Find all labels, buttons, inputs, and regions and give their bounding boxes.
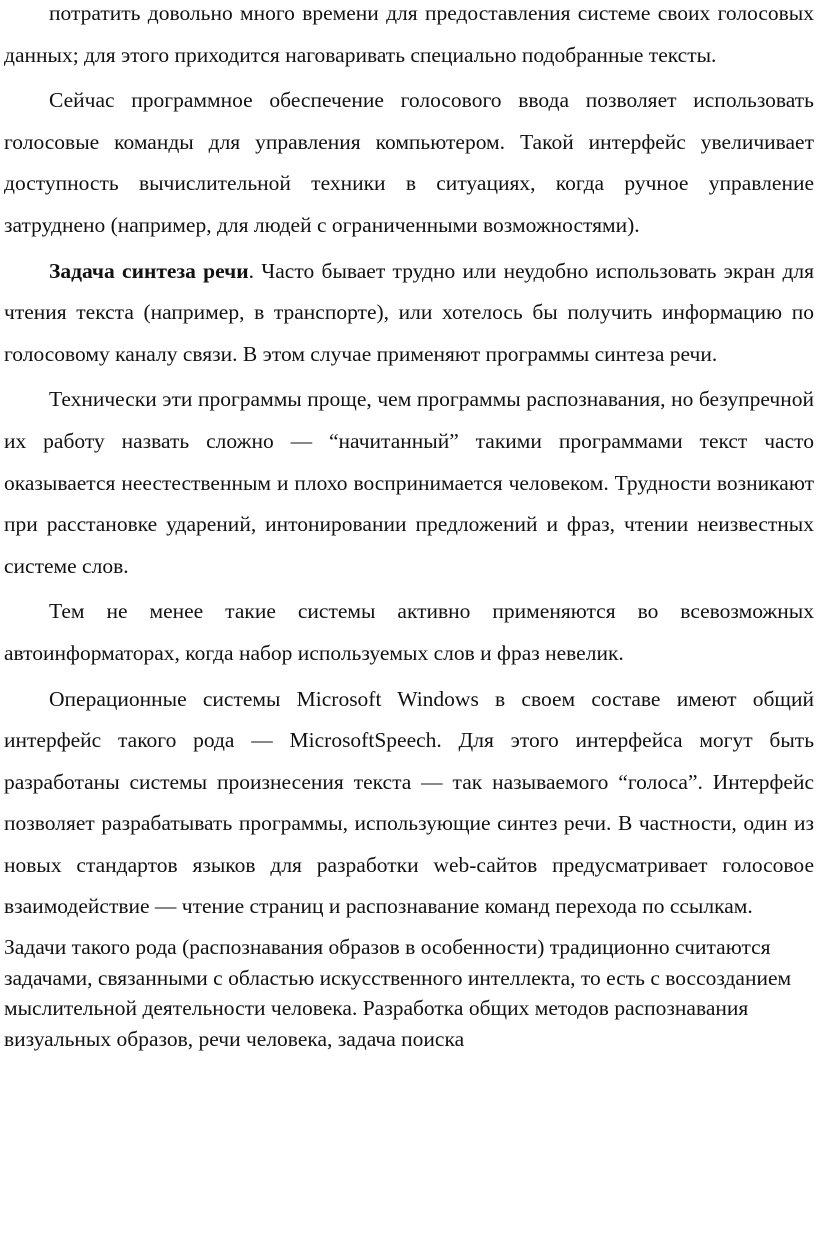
- speech-synthesis-heading: Задача синтеза речи: [49, 258, 249, 283]
- paragraph-artificial-intelligence-text: Задачи такого рода (распознавания образов в особенности) традиционно считаются задачами, связанными с областью искусственного интеллекта, то есть с воссозданием мыслительной деятельности человека. Разработка общих методов распознавания визуальных образов, речи человека, задача поиска: [4, 935, 792, 1051]
- paragraph-voice-data-text: потратить довольно много времени для предоставления системе своих голосовых данных; для этого приходится наговаривать специально подобранные тексты.: [4, 1, 814, 67]
- paragraph-artificial-intelligence: [4, 932, 814, 1054]
- paragraph-speech-synthesis-text: . Часто бывает трудно или неудобно использовать экран для чтения текста (например, в транспорте), или хотелось бы получить информацию по голосовому каналу связи. В этом случае применяют программы синтеза речи.: [4, 258, 814, 366]
- paragraph-speech-synthesis: [4, 251, 814, 376]
- paragraph-voice-data: [4, 0, 814, 76]
- paragraph-autoinformers-text: Тем не менее такие системы активно применяются во всевозможных автоинформаторах, когда набор используемых слов и фраз невелик.: [4, 599, 814, 665]
- paragraph-voice-commands: [4, 80, 814, 246]
- paragraph-synthesis-quality-text: Технически эти программы проще, чем программы распознавания, но безупречной их работу назвать сложно — “начитанный” такими программами текст часто оказывается неестественным и плохо воспринимается человеком. Трудности возникают при расстановке ударений, интонировании предложений и фраз, чтении неизвестных системе слов.: [4, 387, 814, 578]
- paragraph-synthesis-quality: [4, 379, 814, 587]
- paragraph-microsoft-speech: [4, 679, 814, 929]
- paragraph-microsoft-speech-text: Операционные системы Microsoft Windows в своем составе имеют общий интерфейс такого рода — MicrosoftSpeech. Для этого интерфейса могут быть разработаны системы произнесения текста — так называемого “голоса”. Интерфейс позволяет разрабатывать программы, использующие синтез речи. В частности, один из новых стандартов языков для разработки web-сайтов предусматривает голосовое взаимодействие — чтение страниц и распознавание команд перехода по ссылкам.: [4, 686, 814, 919]
- paragraph-voice-commands-text: Сейчас программное обеспечение голосового ввода позволяет использовать голосовые команды для управления компьютером. Такой интерфейс увеличивает доступность вычислительной техники в ситуациях, когда ручное управление затруднено (например, для людей с ограниченными возможностями).: [4, 88, 814, 237]
- paragraph-autoinformers: [4, 591, 814, 674]
